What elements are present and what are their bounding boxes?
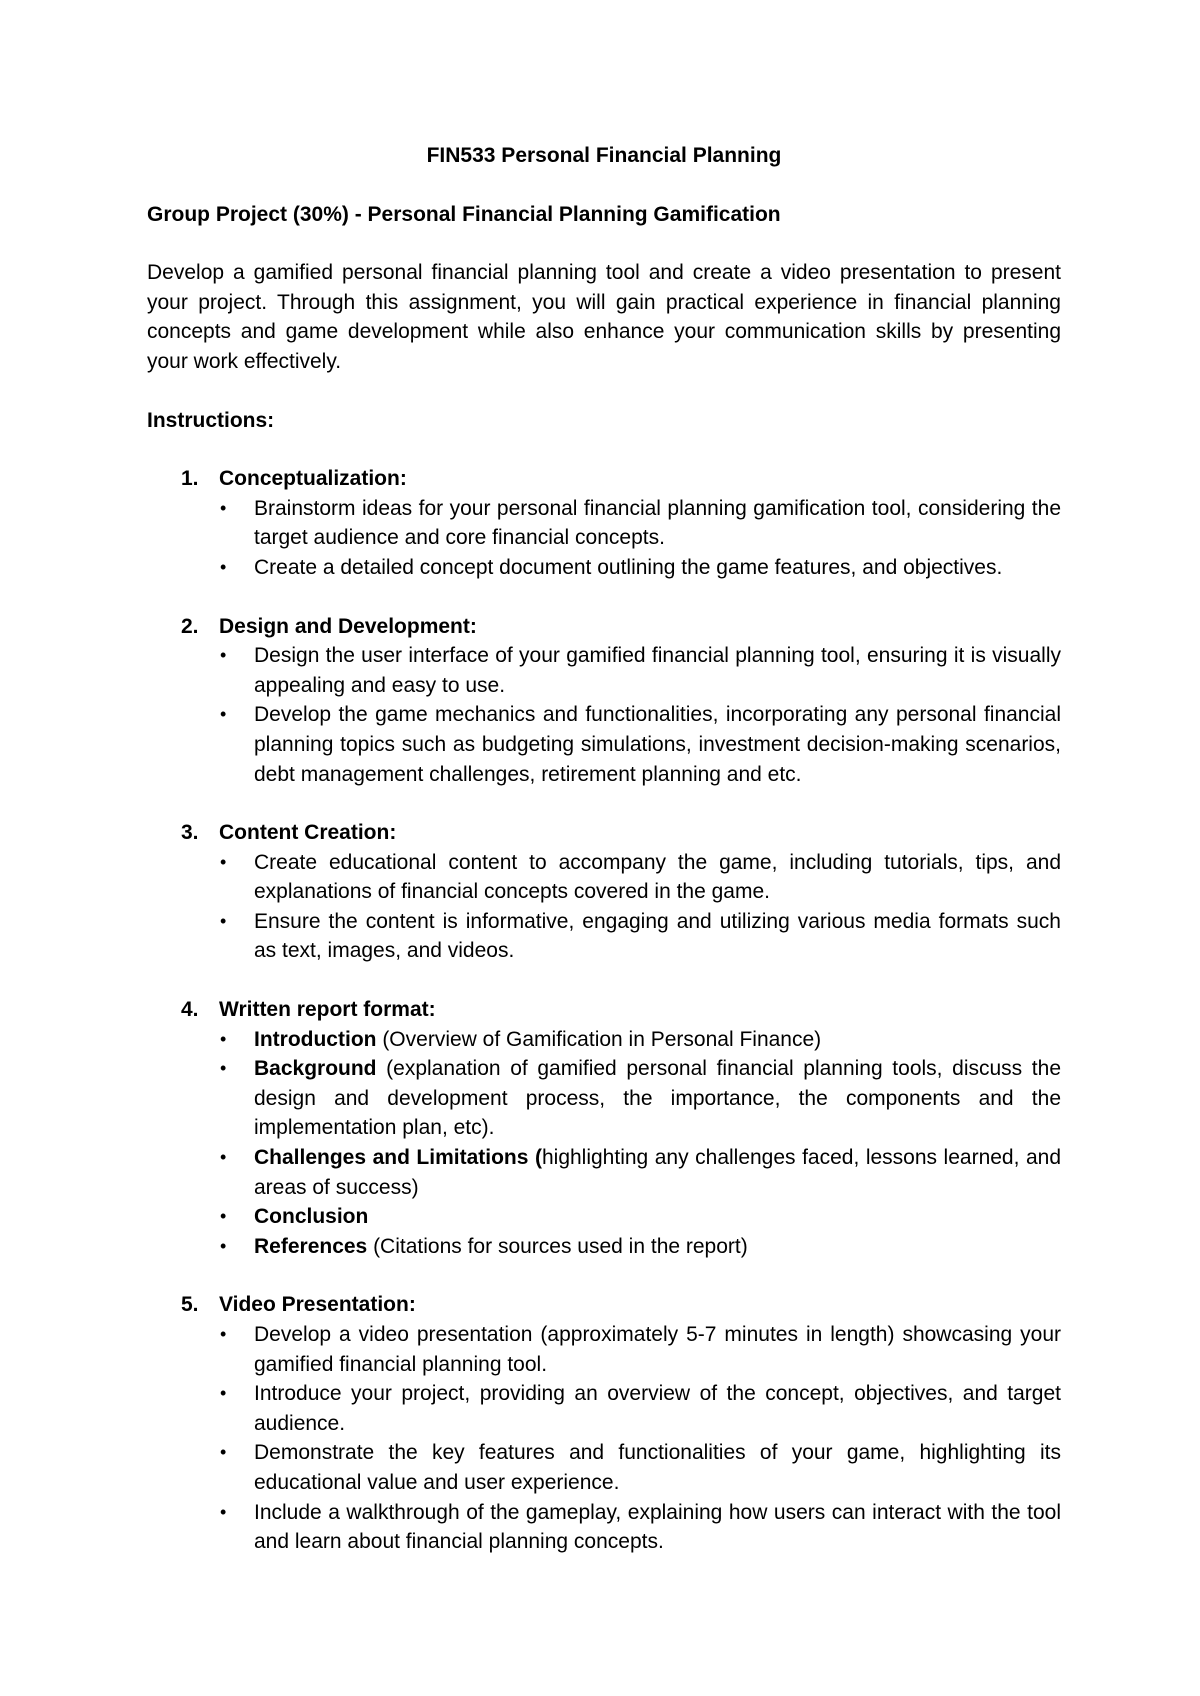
bullet-list [147,1320,1061,1557]
section-heading [147,612,1061,642]
section-item [147,995,1061,1261]
bullet-item [147,1202,1061,1232]
bullet-item [147,1320,1061,1379]
section-heading [147,818,1061,848]
bullet-item [147,1025,1061,1055]
bullet-text: Create educational content to accompany the game, including tutorials, tips, and explanations of financial concepts covered in the game. [254,850,1061,904]
bullet-text: Ensure the content is informative, engaging and utilizing various media formats such as text, images, and videos. [254,909,1061,963]
section-heading-text: Content Creation: [219,821,397,845]
bullet-text: Brainstorm ideas for your personal financial planning gamification tool, considering the target audience and core financial concepts. [254,496,1061,550]
bullet-dot-icon: • [220,497,227,518]
section-item [147,818,1061,966]
bullet-bold-label: Introduction [254,1027,377,1051]
bullet-text: Create a detailed concept document outlining the game features, and objectives. [254,555,1003,579]
bullet-item [147,1438,1061,1497]
bullet-item [147,1054,1061,1143]
bullet-text: Demonstrate the key features and functionalities of your game, highlighting its educational value and user experience. [254,1441,1061,1494]
bullet-item [147,907,1061,966]
bullet-text: Develop a video presentation (approximately 5-7 minutes in length) showcasing your gamified financial planning tool. [254,1323,1061,1376]
section-number: 1. [181,467,199,491]
bullet-item [147,1498,1061,1557]
bullet-dot-icon: • [220,1147,227,1168]
bullet-item [147,641,1061,700]
bullet-text: (Overview of Gamification in Personal Finance) [376,1027,822,1051]
bullet-dot-icon: • [220,645,227,666]
bullet-item [147,1232,1061,1262]
bullet-dot-icon: • [220,1501,227,1522]
bullet-bold-label: Conclusion [254,1205,369,1229]
project-subtitle: Group Project (30%) - Personal Financial Planning Gamification [147,202,781,226]
instruction-sections [147,464,1061,1557]
bullet-dot-icon: • [220,1324,227,1344]
bullet-text: (explanation of gamified personal financial planning tools, discuss the design and development process, the importance, the components and the implementation plan, etc). [254,1057,1061,1140]
document-title: FIN533 Personal Financial Planning [426,144,782,167]
section-number: 2. [181,614,199,638]
section-heading [147,464,1061,494]
bullet-item [147,848,1061,907]
bullet-dot-icon: • [220,704,227,725]
section-number: 4. [181,998,199,1022]
bullet-bold-label: References [254,1234,368,1258]
section-item [147,612,1061,790]
bullet-dot-icon: • [220,1206,227,1227]
bullet-bold-label: Challenges and Limitations ( [254,1146,542,1170]
bullet-list [147,848,1061,966]
section-item [147,464,1061,582]
bullet-list [147,1025,1061,1262]
intro-paragraph: Develop a gamified personal financial planning tool and create a video presentation to present your project. Through this assignment, you will gain practical experience in financial planning concepts and game development while also enhance your communication skills by presenting your work effectively. [147,261,1061,373]
section-heading-text: Written report format: [219,998,436,1022]
section-heading-text: Design and Development: [219,614,477,638]
bullet-dot-icon: • [220,910,227,931]
section-number: 3. [181,821,199,845]
bullet-list [147,641,1061,789]
bullet-dot-icon: • [220,1383,227,1404]
instructions-label: Instructions: [147,408,275,432]
bullet-bold-label: Background [254,1057,377,1081]
bullet-item [147,1143,1061,1202]
bullet-dot-icon: • [220,1442,227,1463]
bullet-item [147,700,1061,789]
bullet-text: highlighting any challenges faced, lessons learned, and areas of success) [254,1146,1062,1199]
bullet-dot-icon: • [220,556,227,577]
bullet-dot-icon: • [220,1235,227,1256]
section-item [147,1290,1061,1556]
section-heading [147,1290,1061,1320]
bullet-list [147,494,1061,583]
bullet-text: Develop the game mechanics and functionalities, incorporating any personal financial planning topics such as budgeting simulations, investment decision-making scenarios, debt management challenges, retirement planning and etc. [254,703,1061,786]
section-number: 5. [181,1293,199,1317]
bullet-text: Include a walkthrough of the gameplay, explaining how users can interact with the tool and learn about financial planning concepts. [254,1500,1061,1554]
bullet-dot-icon: • [220,1058,227,1079]
bullet-text: (Citations for sources used in the report) [367,1234,748,1258]
bullet-text: Design the user interface of your gamified financial planning tool, ensuring it is visually appealing and easy to use. [254,644,1061,697]
bullet-dot-icon: • [220,1028,227,1049]
bullet-item [147,494,1061,553]
bullet-text: Introduce your project, providing an overview of the concept, objectives, and target audience. [254,1382,1061,1435]
bullet-item [147,553,1061,583]
bullet-item [147,1379,1061,1438]
section-heading [147,995,1061,1025]
bullet-dot-icon: • [220,851,227,872]
document-page [147,141,1061,1586]
section-heading-text: Conceptualization: [219,467,407,491]
section-heading-text: Video Presentation: [219,1293,416,1317]
